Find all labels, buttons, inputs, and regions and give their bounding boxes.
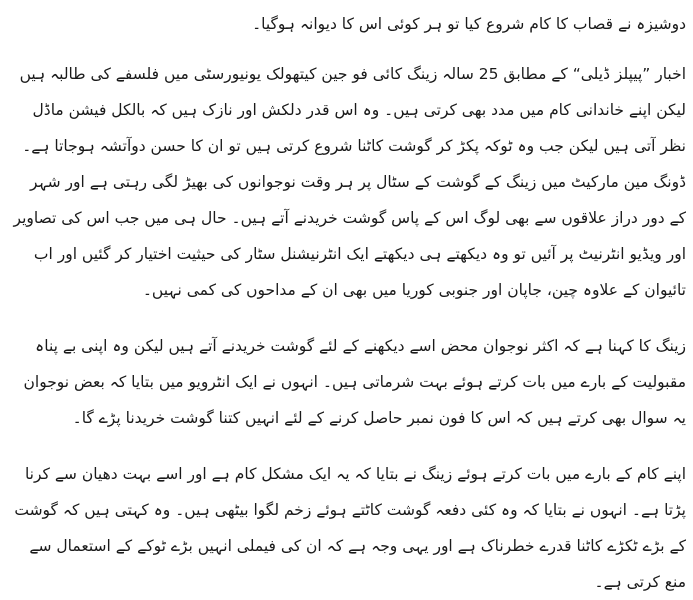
article-paragraph: اپنے کام کے بارے میں بات کرتے ہوئے زینگ نے بتایا کہ یہ ایک مشکل کام ہے اور اسے بہت دھیان سے کرنا پڑتا ہے۔ انہوں نے بتایا کہ وہ کئی دفعہ گوشت کاٹتے ہوئے زخم لگوا بیٹھی ہیں۔ وہ کہتی ہیں کہ گوشت کے بڑے ٹکڑے کاٹنا قدرے خطرناک ہے اور یہی وجہ ہے کہ ان کی فیملی انہیں بڑے ٹوکے کے استعمال سے منع کرتی ہے۔ bbox=[14, 465, 686, 591]
article-paragraph: زینگ کا کہنا ہے کہ اکثر نوجوان محض اسے دیکھنے کے لئے گوشت خریدنے آتے ہیں لیکن وہ اپنی بے پناہ مقبولیت کے بارے میں بات کرتے ہوئے بہت شرماتی ہیں۔ انہوں نے ایک انٹرویو میں بتایا کہ بعض نوجوان یہ سوال بھی کرتے ہیں کہ اس کا فون نمبر حاصل کرنے کے لئے انہیں کتنا گوشت خریدنا پڑے گا۔ bbox=[23, 337, 686, 427]
article-body bbox=[10, 6, 686, 600]
article-lead-paragraph: دوشیزہ نے قصاب کا کام شروع کیا تو ہر کوئی اس کا دیوانہ ہوگیا۔ bbox=[252, 15, 686, 33]
article-paragraph: اخبار ”پیپلز ڈیلی“ کے مطابق 25 سالہ زینگ کائی فو جین کیتھولک یونیورسٹی میں فلسفے کی طالبہ ہیں لیکن اپنے خاندانی کام میں مدد بھی کرتی ہیں۔ وہ اس قدر دلکش اور نازک ہیں کہ بالکل فیشن ماڈل نظر آتی ہیں لیکن جب وہ ٹوکہ پکڑ کر گوشت کاٹنا شروع کرتی ہیں تو ان کا حسن دوآتشہ ہوجاتا ہے۔ ڈونگ مین مارکیٹ میں زینگ کے گوشت کے سٹال پر ہر وقت نوجوانوں کی بھیڑ لگی رہتی ہے اور شہر کے دور دراز علاقوں سے بھی لوگ اس کے پاس گوشت خریدنے آتے ہیں۔ حال ہی میں جب اس کی تصاویر اور ویڈیو انٹرنیٹ پر آئیں تو وہ دیکھتے ہی دیکھتے ایک انٹرنیشنل سٹار کی حیثیت اختیار کر گئیں اور اب تائیوان کے علاوہ چین، جاپان اور جنوبی کوریا میں بھی ان کے مداحوں کی کمی نہیں۔ bbox=[13, 65, 686, 299]
